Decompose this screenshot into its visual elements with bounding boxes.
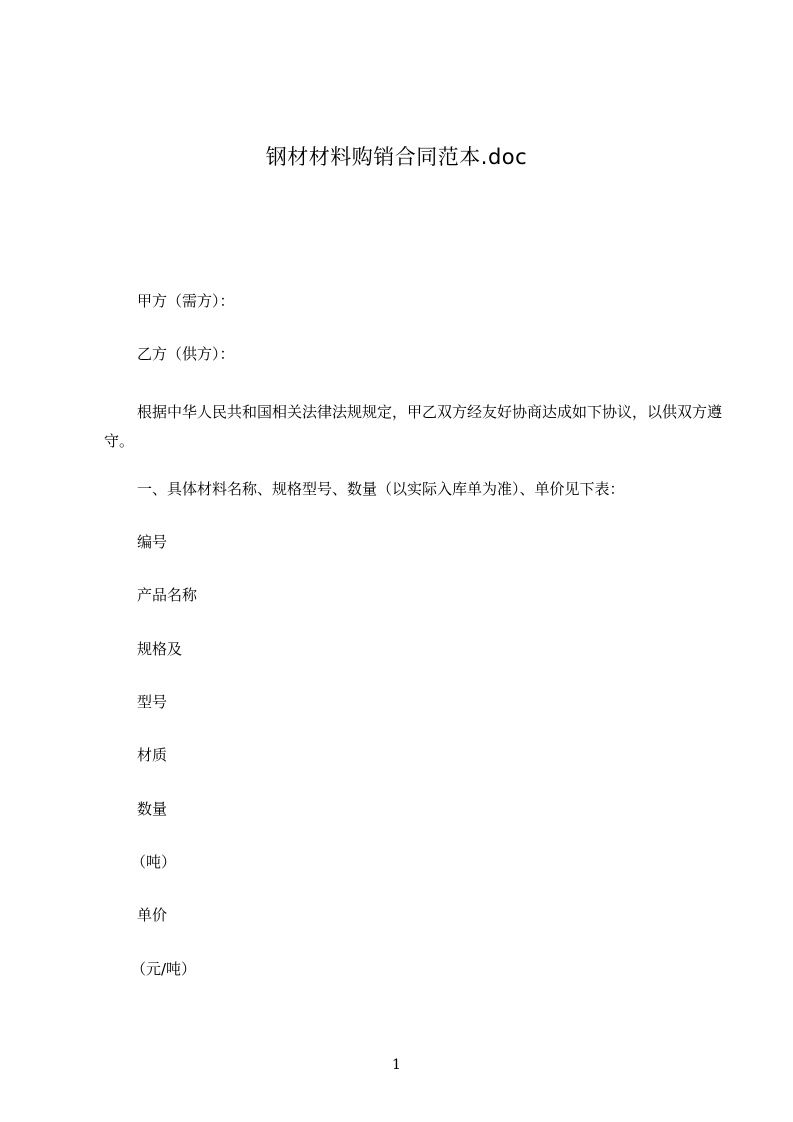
table-label-quantity: 数量 bbox=[137, 800, 168, 818]
party-b-line: 乙方（供方）： bbox=[137, 345, 235, 363]
table-label-price-unit: （元/吨） bbox=[131, 960, 197, 978]
table-label-unit-price: 单价 bbox=[137, 906, 168, 924]
table-label-number: 编号 bbox=[137, 533, 168, 551]
table-label-model: 型号 bbox=[137, 693, 168, 711]
section-one-heading: 一、具体材料名称、规格型号、数量（以实际入库单为准）、单价见下表： bbox=[137, 480, 625, 498]
table-label-material: 材质 bbox=[137, 746, 168, 764]
table-label-quantity-unit: （吨） bbox=[131, 853, 177, 871]
intro-paragraph: 根据中华人民共和国相关法律法规规定，甲乙双方经友好协商达成如下协议，以供双方遵守。 bbox=[104, 403, 723, 450]
document-title: 钢材材料购销合同范本.doc bbox=[265, 145, 528, 169]
party-a-line: 甲方（需方）： bbox=[137, 292, 235, 310]
table-label-product-name: 产品名称 bbox=[137, 586, 198, 604]
page-number: 1 bbox=[392, 1057, 401, 1073]
table-label-spec: 规格及 bbox=[137, 640, 183, 658]
